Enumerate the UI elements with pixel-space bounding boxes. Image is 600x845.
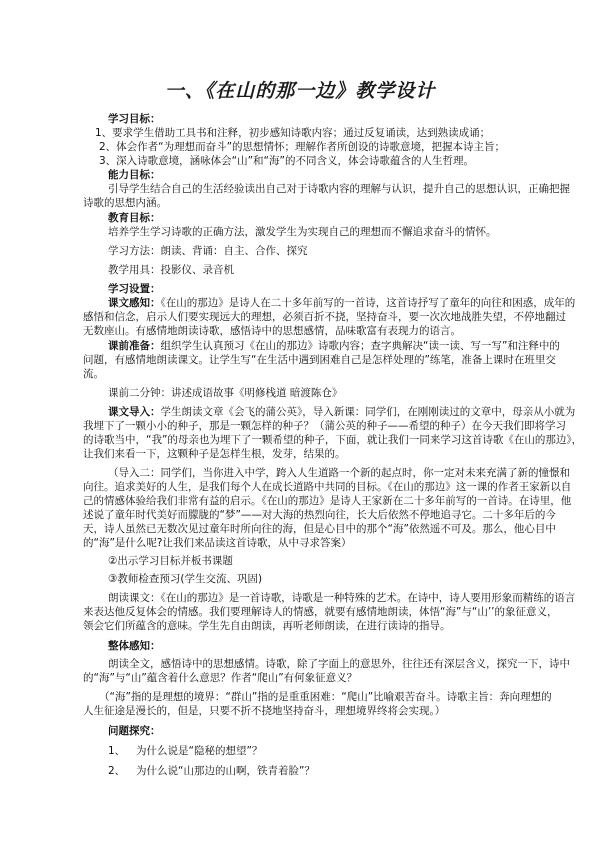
lead-in-line-2: 向往。追求美好的人生，是我们每个人在成长道路中共同的目标。《在山的那边》这一课的作者王家新以自: [83, 481, 572, 493]
ability-text-line-1: 引导学生结合自己的生活经验读出自己对于诗歌内容的理解与认识，提升自己的思想认识，正确把握: [108, 183, 570, 195]
overall-line-1: 朗读全文，感悟诗中的思想感情。诗歌，除了字面上的意思外，往往还有深层含义，探究一下，诗中: [108, 658, 570, 670]
goal-item-3: 3、深入诗歌意境，涵咏体会“山”和“海”的不同含义，体会诗歌蕴含的人生哲理。: [99, 155, 474, 167]
reading-line-1: 朗读课文：《在山的那边》是一首诗歌，诗歌是一种特殊的艺术。在诗中，诗人要用形象而精练的语言: [108, 592, 576, 604]
step-check-preview: ③教师检查预习(学生交流、巩固): [108, 573, 263, 585]
goal-item-2: 2、体会作者“为理想而奋斗”的思想情怀；理解作者所创设的诗歌意境，把握本诗主旨；: [99, 141, 506, 153]
overall-line-2: 的“海”与“山”蕴含着什么意思？作者“爬山”有何象征意义？: [83, 672, 358, 684]
intro-content: 学生朗读文章《会飞的蒲公英》，导入新课：同学们，在刚刚读过的文章中，母亲从小就为: [160, 406, 576, 418]
prep-line-1: [108, 339, 560, 353]
question-number: 2、: [108, 765, 126, 777]
intro-line-4: 让我们来看一下，这颗种子是怎样生根，发芽，结果的。: [83, 448, 346, 460]
text-analysis-line-2: 感悟和信念，启示人们要实现远大的理想，必须百折不挠，坚持奋斗，要一次次地战胜失望，不停地翻过: [83, 311, 566, 323]
lead-in-line-5: 天，诗人虽然已无数次见过童年时所向往的海，但是心目中的那个“海”依然遥不可及。那么，他心目中: [83, 523, 556, 535]
section-heading-learning-goals: 学习目标：: [108, 113, 161, 125]
intro-line-1: [108, 405, 576, 419]
prep-line-2: 问题，有感情地朗读课文。让学生写“在生活中遇到困难自己是怎样处理的”练笔，准备上课时在班里交: [83, 354, 556, 366]
question-text: 为什么说“山那边的山啊，铁青着脸”？: [136, 765, 315, 777]
question-text: 为什么说是“隐秘的想望”？: [136, 745, 263, 757]
symbolism-line-2: 人生征途是漫长的，但是，只要不折不挠地坚持奋斗，理想境界终将会实现。）: [83, 705, 446, 717]
section-heading-ability-goals: 能力目标：: [108, 169, 161, 181]
text-analysis-line-1: [108, 296, 576, 310]
intro-label: 课文导入：: [108, 406, 161, 418]
question-number: 1、: [108, 745, 126, 757]
intro-line-3: 的诗歌当中，“我”的母亲也为埋下了一颗希望的种子，下面，就让我们一同来学习这首诗歌《在山的那边》，: [83, 434, 583, 446]
question-item-1: [108, 744, 521, 758]
education-text: 培养学生学习诗歌的正确方法，激发学生为实现自己的理想而不懈追求奋斗的情怀。: [108, 226, 497, 238]
teaching-tools: 教学用具：投影仪、录音机: [108, 264, 234, 276]
prep-line-3: 流。: [83, 368, 104, 380]
intro-line-2: 我埋下了一颗小小的种子，那是一颗怎样的种子？（蒲公英的种子——希望的种子）在今天我们即将学习: [83, 420, 566, 432]
lead-in-line-1: （导入二：同学们，当你进入中学，跨入人生道路一个新的起点时，你一定对未来充满了新的憧憬和: [108, 467, 570, 479]
prep-content: 组织学生认真预习《在山的那边》诗歌内容；查字典解决“读一读、写一写”和注释中的: [160, 340, 560, 352]
section-heading-overall-perception: 整体感知：: [108, 640, 161, 652]
goal-item-1: 1、要求学生借助工具书和注释，初步感知诗歌内容；通过反复诵读，达到熟读成诵；: [95, 127, 491, 139]
text-analysis-line-3: 无数座山。有感情地朗读诗歌，感悟诗中的思想感情，品味歌富有表现力的语言。: [83, 325, 461, 337]
section-heading-learning-setup: 学习设置：: [108, 283, 161, 295]
idiom-story: 课前二分钟：讲述成语故事《明修栈道 暗渡陈仓》: [108, 387, 343, 399]
symbolism-line-1: （“海”指的是理想的境界：“群山”指的是重重困难：“爬山”比喻艰苦奋斗。诗歌主旨：奔向理想的: [99, 691, 552, 703]
reading-line-2: 来表达他反复体会的情感。我们要理解诗人的情感，就要有感情地朗读，体悟“海”与“山’’的象征意义，: [83, 606, 558, 618]
lead-in-line-3: 己的情感体验给我们非常有益的启示。《在山的那边》是诗人王家新在二十多年前写的一首诗。在诗里，他: [83, 495, 572, 507]
lead-in-line-4: 述说了童年时代美好而朦胧的“梦”——对大海的热烈向往，长大后依然不停地追寻它。二十多年后的今: [83, 509, 556, 521]
learning-methods: 学习方法：朗读、背诵：自主、合作、探究: [108, 245, 308, 257]
step-show-goals: ②出示学习目标并板书课题: [108, 555, 233, 567]
section-heading-education-goals: 教育目标：: [108, 212, 161, 224]
lead-in-line-6: 的“海”是什么呢?让我们来品读这首诗歌，从中寻求答案）: [83, 537, 352, 549]
text-analysis-label: 课文感知：: [108, 297, 161, 309]
reading-line-3: 领会它们所蕴含的意味。学生先自由朗读，再听老师朗读，在进行读诗的指导。: [83, 620, 451, 632]
prep-label: 课前准备：: [108, 340, 161, 352]
section-heading-inquiry: 问题探究：: [108, 725, 161, 737]
document-title: 一、《在山的那一边》教学设计: [164, 80, 436, 102]
text-analysis-content: 《在山的那边》是诗人在二十多年前写的一首诗，这首诗抒写了童年的向往和困惑，成年的: [160, 297, 576, 309]
ability-text-line-2: 诗歌的思想内涵。: [83, 197, 167, 209]
question-item-2: [108, 764, 521, 778]
